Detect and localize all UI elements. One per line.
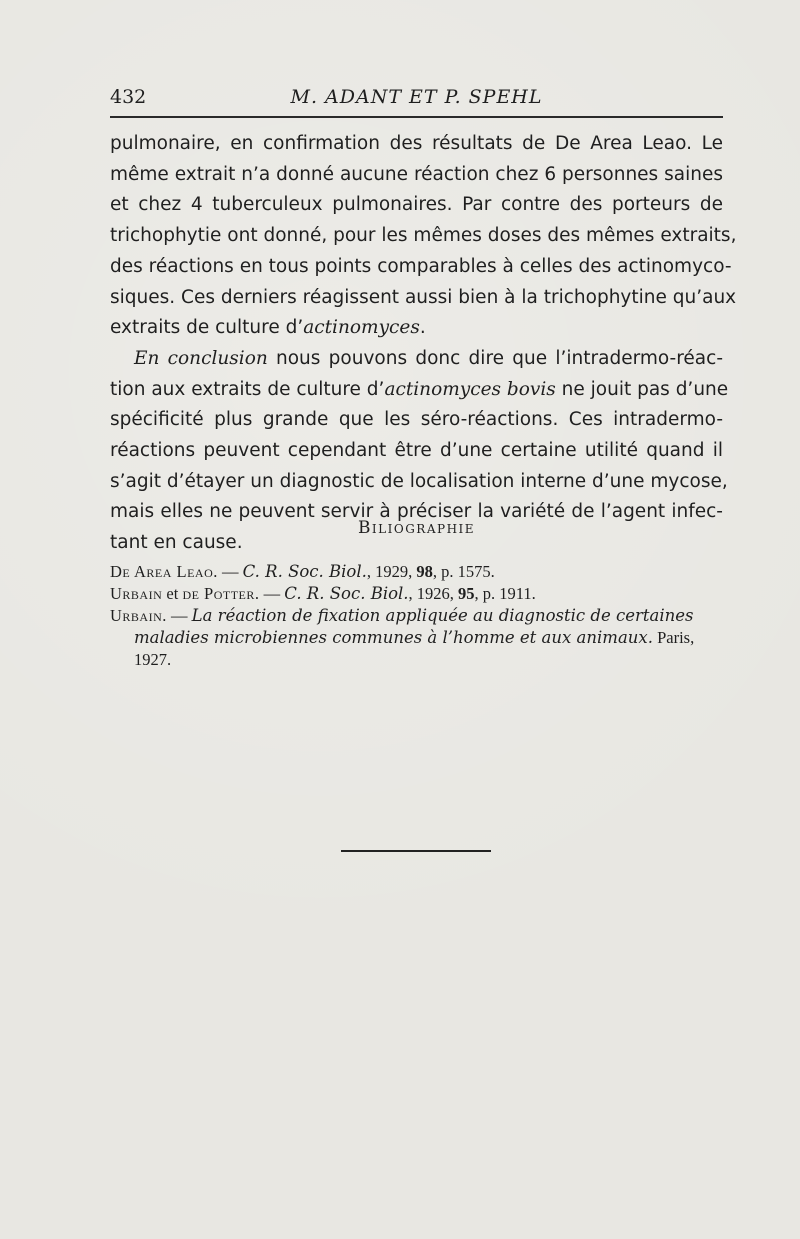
place-year: Paris, 1927. bbox=[134, 628, 695, 669]
author: de Potter. bbox=[182, 584, 260, 603]
author: Urbain bbox=[110, 584, 163, 603]
text-fragment: extraits de culture d’ bbox=[110, 317, 304, 339]
journal: C. R. Soc. Biol. bbox=[284, 584, 409, 603]
year: , 1929, bbox=[366, 562, 417, 581]
page-number: 432 bbox=[110, 86, 147, 108]
author: De Area Leao. bbox=[110, 562, 218, 581]
text-line: mais elles ne peuvent servir à préciser la variété de l’agent infec- bbox=[110, 501, 723, 523]
separator: — bbox=[166, 606, 192, 625]
text-line: même extrait n’a donné aucune réaction chez 6 personnes saines bbox=[110, 163, 723, 185]
text-line: et chez 4 tuberculeux pulmonaires. Par contre des porteurs de bbox=[110, 194, 723, 216]
work-title: La réaction de fixation appliquée au diagnostic de certaines bbox=[191, 606, 694, 625]
volume: 95 bbox=[458, 584, 475, 603]
pages: , p. 1911. bbox=[474, 584, 536, 603]
pages: , p. 1575. bbox=[432, 562, 495, 581]
work-title: maladies microbiennes communes à l’homme et aux animaux. bbox=[134, 628, 653, 647]
header-rule bbox=[110, 116, 723, 118]
running-title: M. ADANT ET P. SPEHL bbox=[290, 86, 543, 108]
volume: 98 bbox=[416, 562, 433, 581]
paragraph bbox=[110, 129, 737, 344]
text-fragment: ne jouit pas d’une bbox=[555, 378, 729, 400]
author: Urbain. bbox=[110, 606, 167, 625]
journal: C. R. Soc. Biol. bbox=[242, 562, 367, 581]
text-line: spécificité plus grande que les séro-réactions. Ces intradermo- bbox=[110, 409, 723, 431]
text-line: s’agit d’étayer un diagnostic de localisation interne d’une mycose, bbox=[110, 470, 728, 492]
bibliography-entry bbox=[110, 583, 723, 605]
text-line: réactions peuvent cependant être d’une certaine utilité quand il bbox=[110, 440, 723, 462]
separator: — bbox=[217, 562, 243, 581]
text-line: pulmonaire, en confirmation des résultats de De Area Leao. Le bbox=[110, 133, 723, 154]
bibliography bbox=[110, 561, 723, 671]
text-line: des réactions en tous points comparables à celles des actinomyco- bbox=[110, 255, 732, 277]
year: , 1926, bbox=[408, 584, 459, 603]
bibliography-entry bbox=[110, 605, 723, 671]
italic-term: actinomyces bbox=[303, 317, 420, 339]
text-fragment: tion aux extraits de culture d’ bbox=[110, 378, 385, 400]
bibliography-title: Biliographie bbox=[357, 518, 476, 538]
text-line: tant en cause. bbox=[110, 532, 243, 554]
text-line bbox=[110, 344, 723, 375]
text-line bbox=[110, 375, 729, 406]
body-text bbox=[110, 129, 737, 559]
italic-term: actinomyces bovis bbox=[384, 378, 556, 400]
author-connector: et bbox=[162, 584, 183, 603]
italic-phrase: En conclusion bbox=[134, 347, 268, 369]
bibliography-entry bbox=[110, 561, 723, 583]
page-header bbox=[110, 86, 723, 114]
end-rule bbox=[341, 850, 491, 852]
separator: — bbox=[259, 584, 285, 603]
text-fragment: . bbox=[419, 317, 426, 339]
text-line: siques. Ces derniers réagissent aussi bien à la trichophytine qu’aux bbox=[110, 286, 737, 308]
text-line: trichophytie ont donné, pour les mêmes doses des mêmes extraits, bbox=[110, 225, 737, 247]
text-line bbox=[110, 313, 723, 344]
text-fragment: nous pouvons donc dire que l’intradermo-réac- bbox=[267, 347, 723, 369]
